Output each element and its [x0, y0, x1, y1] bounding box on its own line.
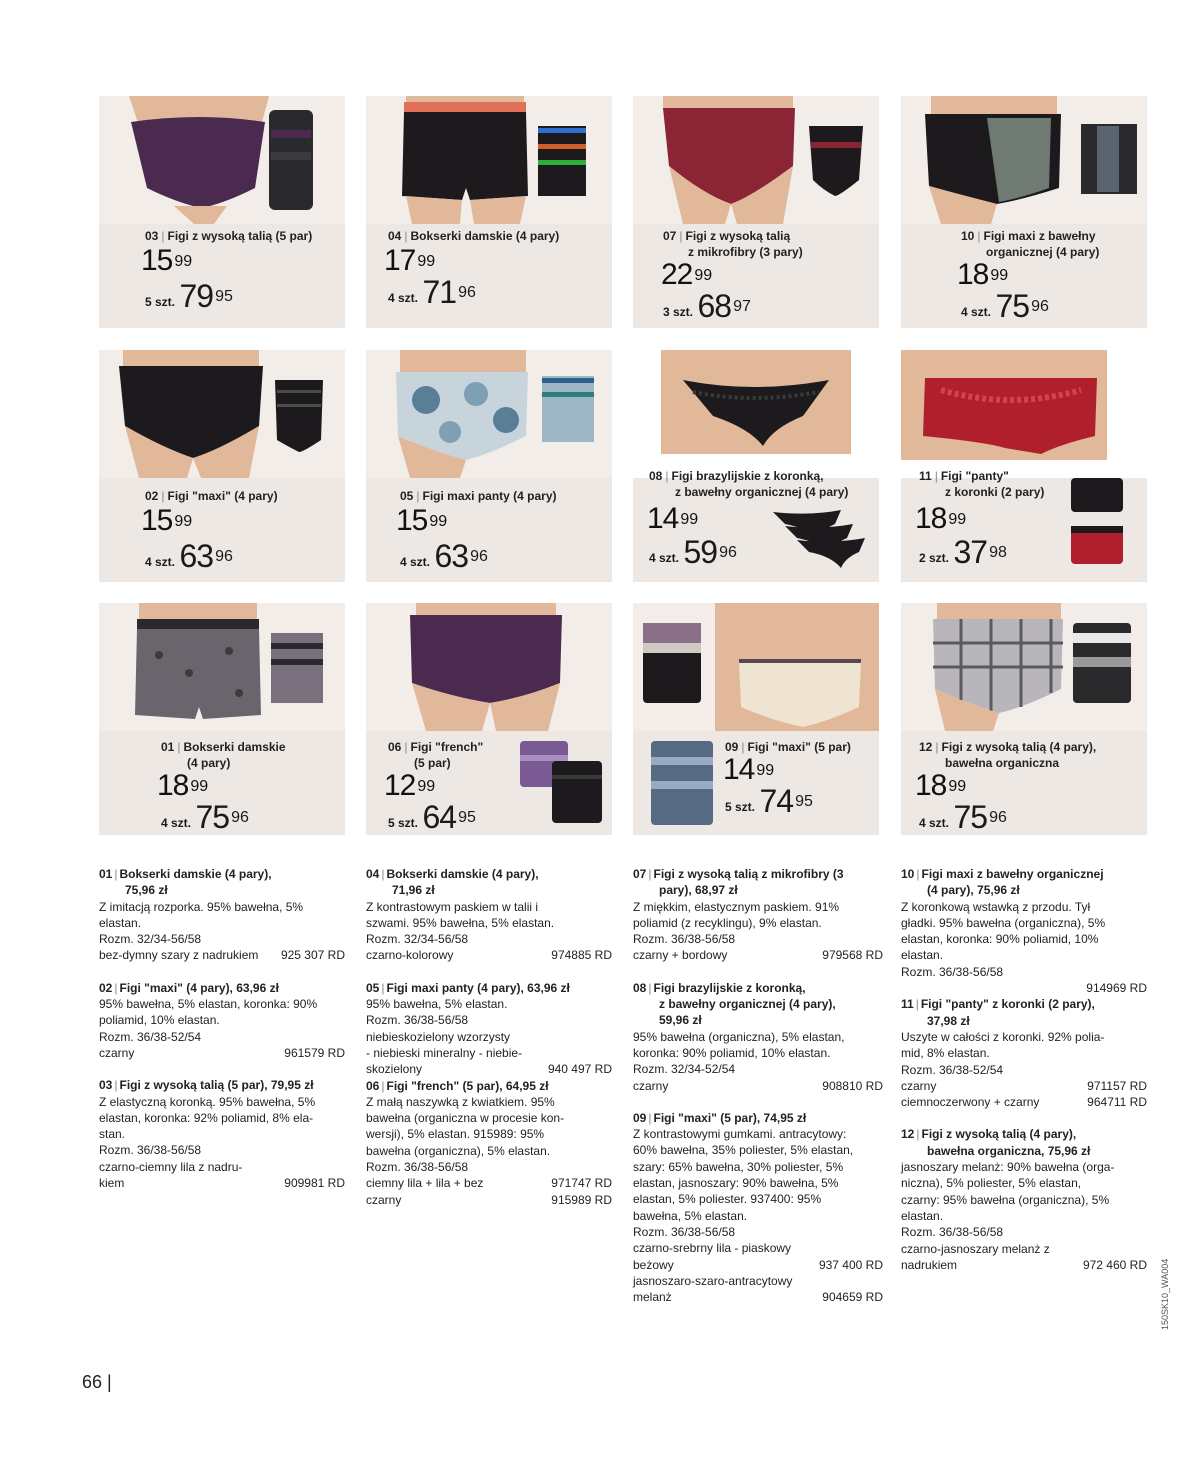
product-title: 06 | Figi "french" (5 par) [388, 740, 484, 770]
description-column-3 [633, 866, 883, 1305]
description-line: elastan. [901, 1208, 944, 1223]
unit-price: 15 $^{99}$ [141, 504, 193, 537]
variant-code: 925 307 RD [280, 948, 345, 963]
variant-row [901, 1078, 1147, 1094]
pack-price: 4 szt. 63 $^{96}$ [400, 538, 488, 574]
heading-line: Figi brazylijskie z koronką, [653, 980, 806, 995]
pack-price: 4 szt. 63 $^{96}$ [145, 538, 233, 574]
variant-code: 937 400 RD [818, 1257, 883, 1272]
description-line: Uszyte w całości z koronki. 92% polia- [901, 1029, 1105, 1044]
product-tile-04[interactable] [366, 96, 612, 328]
description-heading: 03 | Figi z wysoką talią (5 par), 79,95 zł [99, 1078, 314, 1093]
description-line: 95% bawełna (organiczna), 5% elastan, [633, 1029, 845, 1044]
product-illustration [99, 96, 345, 224]
pack-price: 5 szt. 79 $^{95}$ [145, 278, 233, 314]
variant-row [633, 1257, 883, 1273]
variant-color: czarno-kolorowy [366, 948, 454, 963]
variant-row [99, 947, 345, 963]
variant-row [366, 1175, 612, 1191]
heading-line: 37,98 zł [927, 1013, 970, 1028]
variant-color: beżowy [633, 1257, 674, 1272]
description-line: Rozm. 36/38-56/58 [633, 932, 736, 947]
description-line: elastan. [901, 948, 944, 963]
variant-row [901, 1257, 1147, 1273]
variant-color: czarny + bordowy [633, 948, 728, 963]
product-tile-12[interactable] [901, 603, 1147, 835]
description-line: bawełna, 5% elastan. [633, 1208, 748, 1223]
description-line: jasnoszary melanż: 90% bawełna (orga- [901, 1160, 1115, 1175]
description-line: niczna), 5% poliester, 5% elastan, [901, 1176, 1082, 1191]
item-number: 04 [366, 867, 380, 881]
description-line: poliamid, 10% elastan. [99, 1013, 220, 1028]
variant-color: czarny [901, 1078, 937, 1093]
product-illustration [901, 603, 1147, 731]
heading-line: bawełna organiczna, 75,96 zł [927, 1143, 1091, 1158]
variant-color: czarny [366, 1192, 402, 1207]
item-number: 08 [633, 980, 647, 995]
description-line: Rozm. 32/34-56/58 [366, 932, 469, 947]
product-illustration [99, 603, 345, 731]
description-item-02 [99, 980, 345, 1061]
product-title: 08 | Figi brazylijskie z koronką, z bawełny organicznej (4 pary) [649, 469, 849, 499]
variant-row [99, 1175, 345, 1191]
product-tile-09[interactable] [633, 603, 879, 835]
variant-code: 909981 RD [284, 1176, 345, 1191]
variant-color: melanż [633, 1290, 672, 1305]
product-title: 04 | Bokserki damskie (4 pary) [388, 229, 560, 243]
page-number: 66 | [82, 1372, 112, 1392]
heading-line: Bokserki damskie (4 pary), [386, 867, 539, 881]
description-line: elastan, 5% poliester. 937400: 95% [633, 1192, 822, 1207]
description-line: Rozm. 36/38-56/58 [633, 1224, 736, 1239]
heading-line: Figi maxi z bawełny organicznej [921, 867, 1104, 881]
description-line: - niebieski mineralny - niebie- [366, 1045, 523, 1060]
page-code: 150SK10_WA004 [1160, 1258, 1170, 1330]
product-photo [633, 350, 879, 478]
description-heading: 08 | Figi brazylijskie z koronką, z bawełny organicznej (4 pary), 59,96 zł [633, 980, 883, 1029]
description-line: Rozm. 32/34-56/58 [99, 932, 202, 947]
product-illustration [633, 603, 879, 731]
product-illustration [99, 350, 345, 478]
product-title: 07 | Figi z wysoką talią z mikrofibry (3 pary) [663, 229, 803, 259]
description-line: Rozm. 36/38-56/58 [366, 1013, 469, 1028]
product-illustration [901, 96, 1147, 224]
description-line: Rozm. 36/38-52/54 [99, 1029, 202, 1044]
pack-illustration [514, 737, 606, 827]
unit-price: 12 $^{99}$ [384, 769, 436, 802]
description-column-1 [99, 866, 345, 1191]
heading-line: Bokserki damskie (4 pary), [119, 867, 272, 881]
description-line: elastan, koronka: 92% poliamid, 8% ela- [99, 1110, 314, 1125]
product-photo [366, 603, 612, 731]
product-photo [99, 603, 345, 731]
description-heading: 10 | Figi maxi z bawełny organicznej (4 pary), 75,96 zł [901, 866, 1147, 899]
product-illustration [901, 350, 1147, 460]
description-item-05 [366, 980, 612, 1078]
description-item-11 [901, 996, 1147, 1110]
product-tile-06[interactable] [366, 603, 612, 835]
description-line: Z kontrastowym paskiem w talii i [366, 899, 539, 914]
product-title: 09 | Figi "maxi" (5 par) [725, 740, 851, 754]
variant-code: 964711 RD [1087, 1095, 1147, 1110]
variant-code: 915989 RD [551, 1192, 612, 1207]
product-title: 05 | Figi maxi panty (4 pary) [400, 489, 557, 503]
item-number: 12 [901, 1127, 915, 1142]
description-line: czarno-jasnoszary melanż z [901, 1241, 1050, 1256]
product-photo [366, 96, 612, 224]
pack-illustration [1069, 476, 1125, 576]
description-line: Rozm. 36/38-56/58 [901, 964, 1004, 979]
description-item-01 [99, 866, 345, 964]
pack-price: 3 szt. 68 $^{97}$ [663, 288, 751, 324]
pack-price: 4 szt. 75 $^{96}$ [961, 288, 1049, 324]
heading-line: Figi z wysoką talią (5 par), 79,95 zł [119, 1078, 314, 1093]
product-tile-05[interactable] [366, 350, 612, 582]
description-line: szary: 65% bawełna, 30% poliester, 5% [633, 1159, 844, 1174]
product-illustration [366, 603, 612, 731]
item-number: 07 [633, 867, 647, 881]
description-heading: 09 | Figi "maxi" (5 par), 74,95 zł [633, 1110, 807, 1125]
description-line: Rozm. 36/38-56/58 [366, 1160, 469, 1175]
heading-line: Figi z wysoką talią z mikrofibry (3 [653, 867, 844, 881]
description-line: elastan, jasnoszary: 90% bawełna, 5% [633, 1176, 839, 1191]
description-column-2 [366, 866, 612, 1208]
item-number: 11 [901, 997, 914, 1012]
product-title: 10 | Figi maxi z bawełny organicznej (4 pary) [961, 229, 1100, 259]
item-number: 02 [99, 980, 113, 995]
item-number: 10 [901, 867, 915, 881]
variant-row [633, 1078, 883, 1094]
description-line: bawełna (organiczna), 5% elastan. [366, 1143, 551, 1158]
pack-price: 2 szt. 37 $^{98}$ [919, 534, 1007, 570]
product-photo [901, 96, 1147, 224]
product-tile-10[interactable] [901, 96, 1147, 328]
unit-price: 18 $^{99}$ [957, 258, 1009, 291]
description-line: czarno-srebrny lila - piaskowy [633, 1241, 792, 1256]
description-line: koronka: 90% poliamid, 10% elastan. [633, 1045, 831, 1060]
unit-price: 14 $^{99}$ [647, 502, 699, 535]
variant-row [366, 1061, 612, 1077]
description-item-12 [901, 1126, 1147, 1273]
pack-illustration [771, 506, 871, 576]
description-line: czarno-ciemny lila z nadru- [99, 1159, 243, 1174]
product-title: 12 | Figi z wysoką talią (4 pary), bawełna organiczna [919, 740, 1097, 770]
variant-color: ciemnoczerwony + czarny [901, 1095, 1040, 1110]
product-photo [366, 350, 612, 478]
description-line: elastan. [99, 915, 142, 930]
description-line: szwami. 95% bawełna, 5% elastan. [366, 915, 555, 930]
heading-line: Figi "panty" z koronki (2 pary), [920, 997, 1095, 1012]
product-illustration [366, 350, 612, 478]
description-line: Z elastyczną koronką. 95% bawełna, 5% [99, 1094, 316, 1109]
description-heading: 07 | Figi z wysoką talią z mikrofibry (3 pary), 68,97 zł [633, 866, 883, 899]
heading-line: Figi maxi panty (4 pary), 63,96 zł [386, 980, 570, 995]
variant-code: 961579 RD [284, 1045, 345, 1060]
description-line: gładki. 95% bawełna (organiczna), 5% [901, 915, 1106, 930]
heading-line: (4 pary), 75,96 zł [927, 883, 1020, 898]
description-line: elastan, koronka: 90% poliamid, 10% [901, 932, 1099, 947]
product-illustration [633, 350, 879, 460]
product-illustration [366, 96, 612, 224]
variant-code: 971157 RD [1087, 1078, 1147, 1093]
description-item-10 [901, 866, 1147, 996]
variant-row [366, 1192, 612, 1208]
product-photo [633, 96, 879, 224]
unit-price: 17 $^{99}$ [384, 244, 436, 277]
heading-line: 75,96 zł [125, 883, 168, 898]
variant-color: czarny [633, 1078, 669, 1093]
description-heading: 05 | Figi maxi panty (4 pary), 63,96 zł [366, 980, 570, 995]
product-photo [99, 96, 345, 224]
unit-price: 22 $^{99}$ [661, 258, 713, 291]
item-number: 03 [99, 1078, 113, 1093]
description-line: Z imitacją rozporka. 95% bawełna, 5% [99, 899, 304, 914]
description-line: wersji), 5% elastan. 915989: 95% [366, 1127, 545, 1142]
description-line: 60% bawełna, 35% poliester, 5% elastan, [633, 1143, 854, 1158]
description-item-07 [633, 866, 883, 964]
description-line: czarny: 95% bawełna (organiczna), 5% [901, 1192, 1110, 1207]
pack-illustration [647, 737, 717, 829]
product-photo [633, 603, 879, 731]
description-heading: 12 | Figi z wysoką talią (4 pary), bawełna organiczna, 75,96 zł [901, 1126, 1147, 1159]
product-tile-07[interactable] [633, 96, 879, 328]
variant-color: skozielony [366, 1062, 423, 1077]
description-heading: 11 | Figi "panty" z koronki (2 pary), 37,98 zł [901, 996, 1147, 1029]
variant-row [901, 1094, 1147, 1110]
item-number: 05 [366, 980, 380, 995]
description-line: Z małą naszywką z kwiatkiem. 95% [366, 1094, 555, 1109]
heading-line: 59,96 zł [659, 1013, 702, 1028]
product-photo [99, 350, 345, 478]
product-tile-01[interactable] [99, 603, 345, 835]
product-title: 02 | Figi "maxi" (4 pary) [145, 489, 278, 503]
unit-price: 15 $^{99}$ [396, 504, 448, 537]
description-line: Rozm. 36/38-56/58 [99, 1143, 202, 1158]
variant-code: 979568 RD [822, 948, 883, 963]
item-number: 09 [633, 1110, 647, 1125]
variant-code: 971747 RD [551, 1176, 612, 1191]
description-column-4 [901, 866, 1147, 1273]
product-photo [901, 603, 1147, 731]
variant-code: 908810 RD [822, 1078, 883, 1093]
variant-code: 914969 RD [1086, 981, 1147, 996]
heading-line: Figi "french" (5 par), 64,95 zł [386, 1078, 549, 1093]
pack-price: 4 szt. 75 $^{96}$ [161, 799, 249, 835]
variant-row [633, 1289, 883, 1305]
description-heading: 02 | Figi "maxi" (4 pary), 63,96 zł [99, 980, 279, 995]
unit-price: 18 $^{99}$ [157, 769, 209, 802]
unit-price: 15 $^{99}$ [141, 244, 193, 277]
unit-price: 18 $^{99}$ [915, 769, 967, 802]
variant-color: kiem [99, 1176, 125, 1191]
description-line: jasnoszaro-szaro-antracytowy [633, 1273, 793, 1288]
description-line: 95% bawełna, 5% elastan, koronka: 90% [99, 997, 318, 1012]
item-number: 06 [366, 1078, 380, 1093]
product-tile-03[interactable] [99, 96, 345, 328]
heading-line: Figi z wysoką talią (4 pary), [921, 1127, 1077, 1142]
description-line: Rozm. 36/38-52/54 [901, 1062, 1004, 1077]
description-line: Rozm. 32/34-52/54 [633, 1062, 736, 1077]
unit-price: 18 $^{99}$ [915, 502, 967, 535]
heading-line: 71,96 zł [392, 883, 435, 898]
heading-line: z bawełny organicznej (4 pary), [659, 997, 836, 1012]
description-line: poliamid (z recyklingu), 9% elastan. [633, 915, 822, 930]
description-line: mid, 8% elastan. [901, 1046, 990, 1061]
variant-code: 972 460 RD [1082, 1257, 1147, 1272]
pack-price: 5 szt. 64 $^{95}$ [388, 799, 476, 835]
description-item-03 [99, 1077, 345, 1191]
item-number: 01 [99, 867, 113, 881]
heading-line: Figi "maxi" (5 par), 74,95 zł [653, 1110, 807, 1125]
variant-row [99, 1045, 345, 1061]
variant-color: ciemny lila + lila + bez [366, 1176, 484, 1191]
description-item-09 [633, 1110, 883, 1306]
variant-code: 940 497 RD [547, 1062, 612, 1077]
description-item-04 [366, 866, 612, 964]
product-tile-11[interactable] [901, 350, 1147, 582]
product-tile-02[interactable] [99, 350, 345, 582]
product-title: 03 | Figi z wysoką talią (5 par) [145, 229, 313, 243]
variant-color: bez-dymny szary z nadrukiem [99, 948, 259, 963]
variant-row [366, 947, 612, 963]
variant-color: nadrukiem [901, 1257, 958, 1272]
description-line: niebieskozielony wzorzysty [366, 1029, 511, 1044]
description-heading: 01 | Bokserki damskie (4 pary), 75,96 zł [99, 866, 345, 899]
unit-price: 14 $^{99}$ [723, 753, 775, 786]
description-heading: 04 | Bokserki damskie (4 pary), 71,96 zł [366, 866, 612, 899]
description-item-06 [366, 1078, 612, 1208]
pack-price: 5 szt. 74 $^{95}$ [725, 783, 813, 819]
variant-row [901, 980, 1147, 996]
description-line: stan. [99, 1127, 126, 1142]
heading-line: Figi "maxi" (4 pary), 63,96 zł [119, 980, 279, 995]
variant-code: 974885 RD [551, 948, 612, 963]
product-title: 01 | Bokserki damskie (4 pary) [161, 740, 286, 770]
description-line: Rozm. 36/38-56/58 [901, 1225, 1004, 1240]
product-photo [901, 350, 1147, 478]
description-line: bawełna (organiczna w procesie kon- [366, 1111, 565, 1126]
product-title: 11 | Figi "panty" z koronki (2 pary) [919, 469, 1045, 499]
pack-price: 4 szt. 59 $^{96}$ [649, 534, 737, 570]
description-line: Z kontrastowymi gumkami. antracytowy: [633, 1127, 847, 1142]
variant-code: 904659 RD [822, 1290, 883, 1305]
product-illustration [633, 96, 879, 224]
heading-line: pary), 68,97 zł [659, 883, 738, 898]
product-tile-08[interactable] [633, 350, 879, 582]
variant-color: czarny [99, 1045, 135, 1060]
variant-row [633, 947, 883, 963]
description-line: Z koronkową wstawką z przodu. Tył [901, 899, 1091, 914]
description-line: Z miękkim, elastycznym paskiem. 91% [633, 899, 840, 914]
pack-price: 4 szt. 75 $^{96}$ [919, 799, 1007, 835]
description-line: 95% bawełna, 5% elastan. [366, 997, 508, 1012]
pack-price: 4 szt. 71 $^{96}$ [388, 274, 476, 310]
description-heading: 06 | Figi "french" (5 par), 64,95 zł [366, 1078, 549, 1093]
description-item-08 [633, 980, 883, 1094]
